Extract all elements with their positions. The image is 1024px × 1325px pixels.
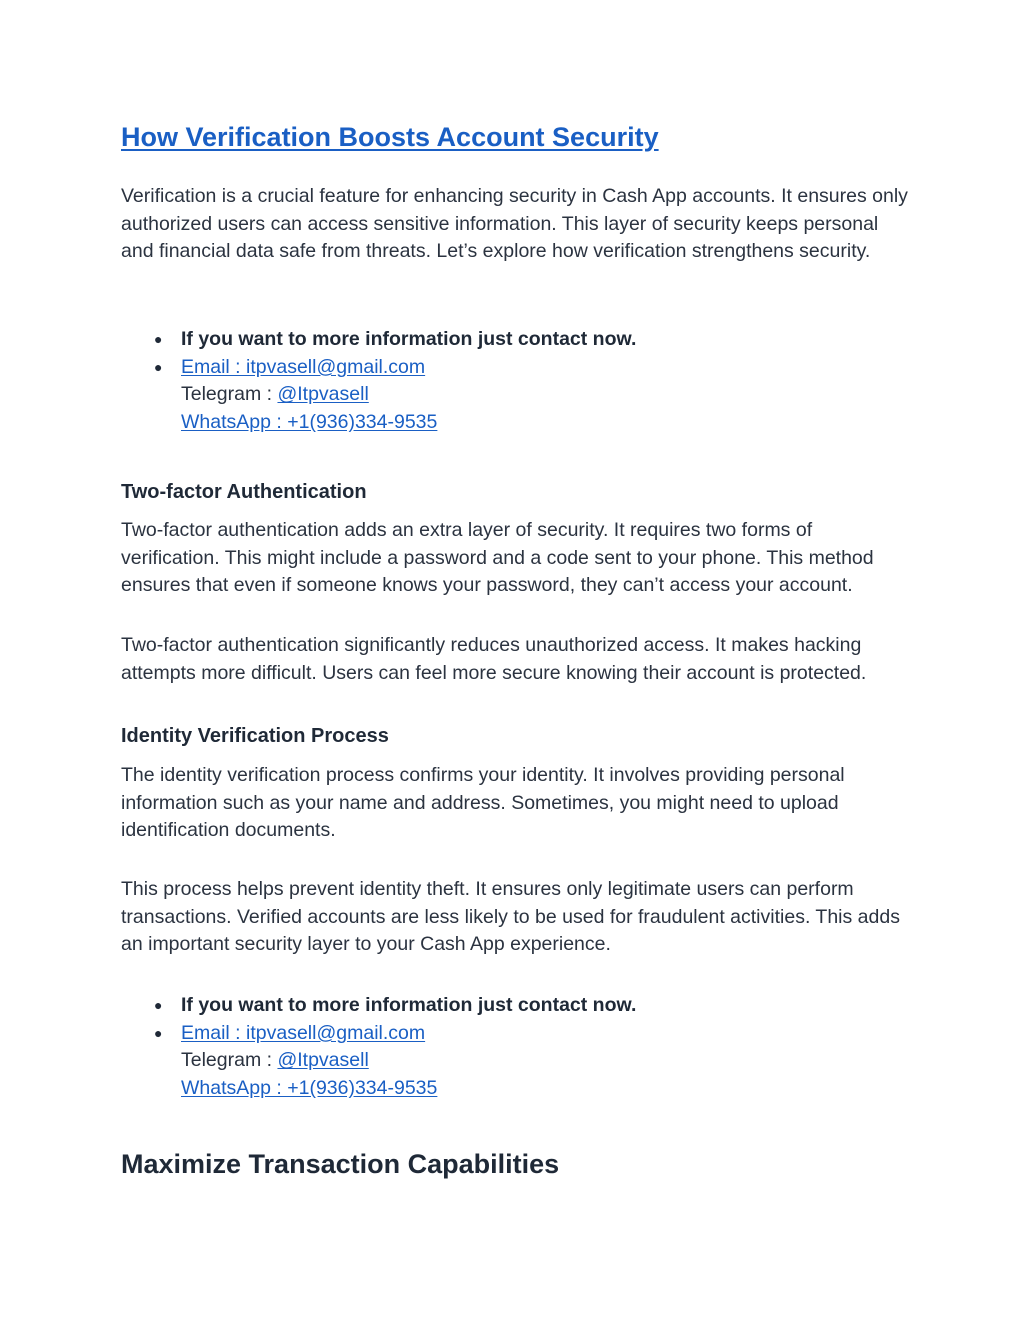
telegram-label: Telegram : <box>181 1049 278 1072</box>
contact-list-2 <box>121 992 911 1103</box>
contact-prompt: If you want to more information just contact now. <box>181 994 637 1016</box>
contact-list-1 <box>121 326 911 437</box>
email-link[interactable]: Email : itpvasell@gmail.com <box>181 1021 426 1044</box>
telegram-link[interactable]: @Itpvasell <box>277 1049 369 1072</box>
bullet-icon: ● <box>154 358 163 375</box>
whatsapp-link[interactable]: WhatsApp : +1(936)334-9535 <box>181 411 438 434</box>
identity-paragraph-2: This process helps prevent identity theft. It ensures only legitimate users can perform transactions. Verified accounts are less likely to be used for fraudulent activities. This adds an important security layer to your Cash App experience. <box>121 878 900 956</box>
main-heading-link[interactable]: How Verification Boosts Account Security <box>121 122 659 152</box>
section-title-identity: Identity Verification Process <box>121 725 389 747</box>
list-item <box>121 354 911 437</box>
identity-paragraph-1: The identity verification process confirms your identity. It involves providing personal information such as your name and address. Sometimes, you might need to upload identification documents. <box>121 764 845 842</box>
email-link[interactable]: Email : itpvasell@gmail.com <box>181 355 426 378</box>
whatsapp-link[interactable]: WhatsApp : +1(936)334-9535 <box>181 1077 438 1100</box>
2fa-paragraph-1: Two-factor authentication adds an extra layer of security. It requires two forms of verification. This might include a password and a code sent to your phone. This method ensures that even if someone knows your password, they can’t access your account. <box>121 519 874 597</box>
telegram-link[interactable]: @Itpvasell <box>277 383 369 406</box>
bullet-icon: ● <box>154 331 163 347</box>
2fa-paragraph-2: Two-factor authentication significantly reduces unauthorized access. It makes hacking attempts more difficult. Users can feel more secure knowing their account is protected. <box>121 634 867 684</box>
bullet-icon: ● <box>154 997 163 1013</box>
list-item <box>121 992 911 1020</box>
next-section-heading: Maximize Transaction Capabilities <box>121 1149 560 1179</box>
section-title-2fa: Two-factor Authentication <box>121 481 367 503</box>
intro-paragraph: Verification is a crucial feature for enhancing security in Cash App accounts. It ensures only authorized users can access sensitive information. This layer of security keeps personal and financial data safe from threats. Let’s explore how verification strengthens security. <box>121 185 908 263</box>
list-item <box>121 326 911 354</box>
telegram-label: Telegram : <box>181 383 278 406</box>
bullet-icon: ● <box>154 1024 163 1041</box>
list-item <box>121 1020 911 1103</box>
contact-prompt: If you want to more information just contact now. <box>181 328 637 350</box>
